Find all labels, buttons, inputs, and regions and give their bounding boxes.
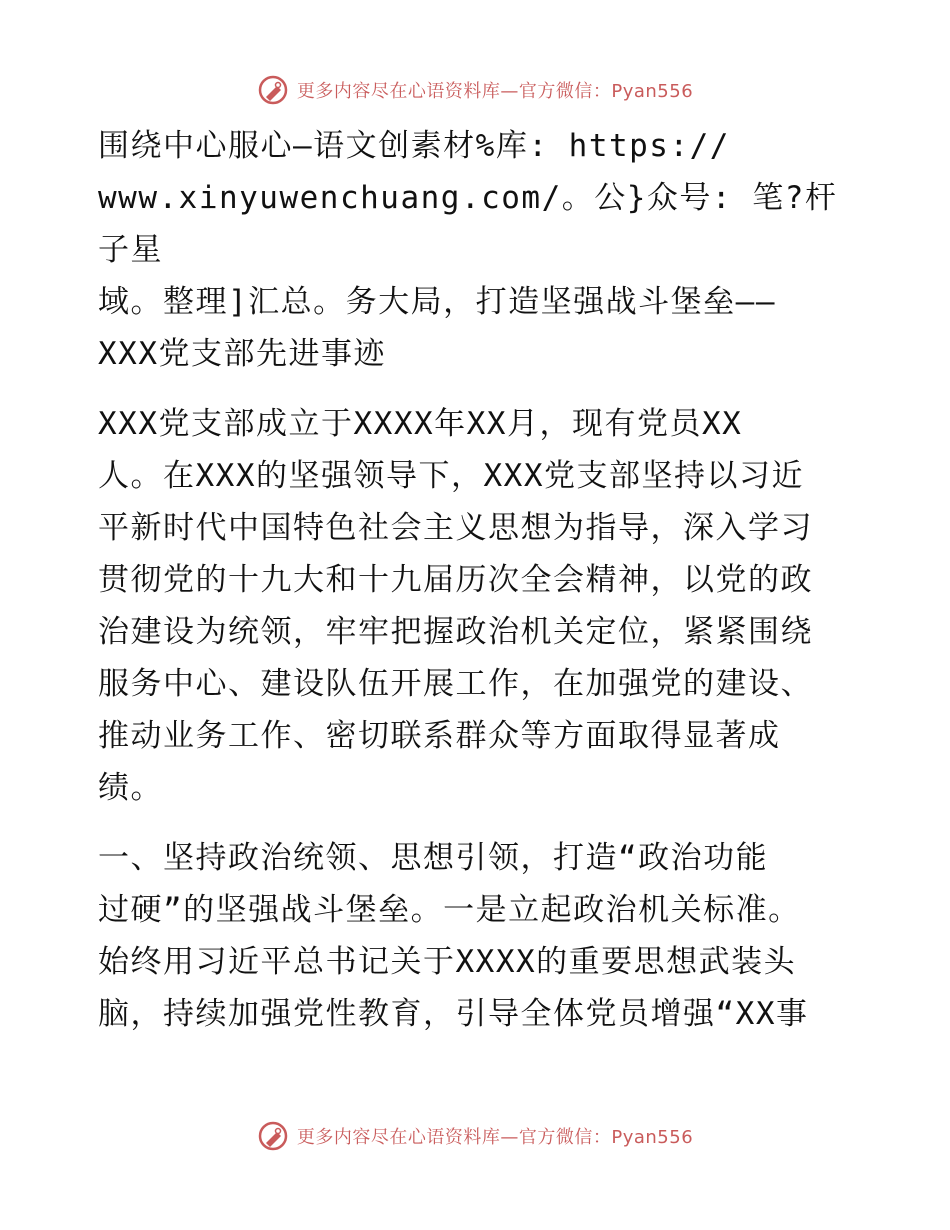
text-line: 脑，持续加强党性教育，引导全体党员增强“XX事 bbox=[98, 996, 809, 1032]
footer-watermark bbox=[0, 1120, 950, 1152]
text-line: 域。整理]汇总。务大局，打造坚强战斗堡垒—— bbox=[98, 284, 776, 320]
pen-nib-logo-icon bbox=[257, 74, 289, 106]
header-watermark bbox=[0, 74, 950, 106]
text-line: 围绕中心服心—语文创素材%库: https:// bbox=[98, 128, 730, 164]
text-line: 始终用习近平总书记关于XXXX的重要思想武装头 bbox=[98, 944, 797, 980]
text-line: 推动业务工作、密切联系群众等方面取得显著成 bbox=[98, 718, 781, 754]
text-line: 治建设为统领，牢牢把握政治机关定位，紧紧围绕 bbox=[98, 614, 813, 650]
text-line: www.xinyuwenchuang.com/。公}众号: 笔?杆子星 bbox=[98, 180, 838, 268]
paragraph-section-one bbox=[98, 832, 858, 1040]
text-line: 平新时代中国特色社会主义思想为指导，深入学习 bbox=[98, 510, 813, 546]
paragraph-title bbox=[98, 120, 858, 380]
text-line: 贯彻党的十九大和十九届历次全会精神，以党的政 bbox=[98, 562, 813, 598]
text-line: XXX党支部成立于XXXX年XX月，现有党员XX bbox=[98, 406, 743, 442]
text-line: 过硬”的坚强战斗堡垒。一是立起政治机关标准。 bbox=[98, 892, 801, 928]
text-line: 绩。 bbox=[98, 770, 163, 806]
pen-nib-logo-icon bbox=[257, 1120, 289, 1152]
text-line: XXX党支部先进事迹 bbox=[98, 336, 386, 372]
text-line: 人。在XXX的坚强领导下，XXX党支部坚持以习近 bbox=[98, 458, 804, 494]
header-watermark-text: 更多内容尽在心语资料库—官方微信：Pyan556 bbox=[296, 81, 694, 102]
paragraph-intro bbox=[98, 398, 858, 814]
text-line: 一、坚持政治统领、思想引领，打造“政治功能 bbox=[98, 840, 769, 876]
footer-watermark-text: 更多内容尽在心语资料库—官方微信：Pyan556 bbox=[296, 1127, 694, 1148]
text-line: 服务中心、建设队伍开展工作，在加强党的建设、 bbox=[98, 666, 813, 702]
document-body bbox=[98, 120, 858, 1040]
